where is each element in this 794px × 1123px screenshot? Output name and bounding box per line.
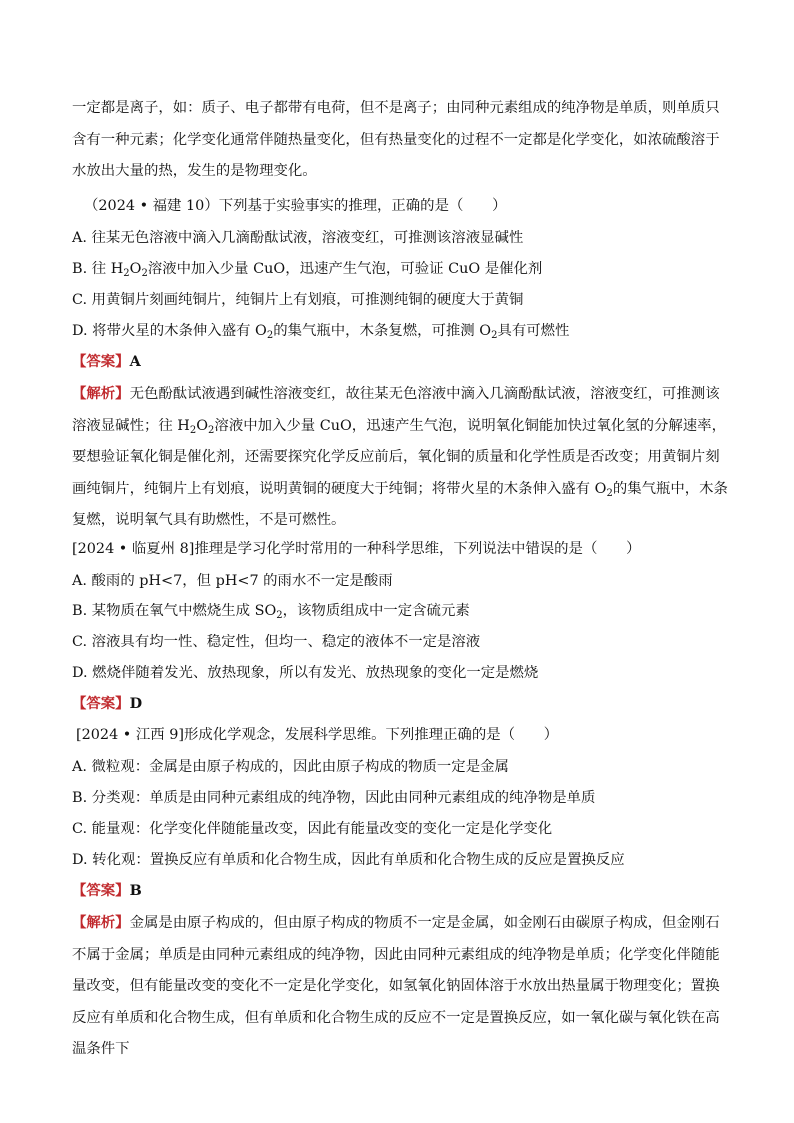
q3-answer: 【答案】B [72,882,142,899]
q2-option-a: A. 酸雨的 pH<7，但 pH<7 的雨水不一定是酸雨 [72,573,393,589]
q1-analysis: 【解析】无色酚酞试液遇到碱性溶液变红，故往某无色溶液中滴入几滴酚酞试液，溶液变红，可推测该溶液显碱性；往 $H_2O_2$溶液中加入少量 CuO，迅速产生气泡，说明氧化铜能加快过氧化氢的分解速率，要想验证氧化铜是催化剂，还需要探究化学反应前后，氧化铜的质量和化学性质是否改变；用黄铜片刻画纯铜片，纯铜片上有划痕，说明黄铜的硬度大于纯铜；将带火星的木条伸入盛有 $O_2$的集气瓶中，木条复燃，说明氧气具有助燃性，不是可燃性。 [72,385,728,528]
q1-option-c: C. 用黄铜片刻画纯铜片，纯铜片上有划痕，可推测纯铜的硬度大于黄铜 [72,292,524,308]
q3-stem: [2024 • 江西 9]形成化学观念，发展科学思维。下列推理正确的是（ ） [76,727,559,743]
q2-option-b: B. 某物质在氧气中燃烧生成 $SO_2$，该物质组成中一定含硫元素 [72,603,470,621]
q1-option-b: B. 往 $H_2O_2$溶液中加入少量 CuO，迅速产生气泡，可验证 CuO 是催化剂 [72,261,543,279]
q3-option-b: B. 分类观：单质是由同种元素组成的纯净物，因此由同种元素组成的纯净物是单质 [72,790,596,806]
q1-option-d: D. 将带火星的木条伸入盛有 $O_2$的集气瓶中，木条复燃，可推测 $O_2$具有可燃性 [72,323,570,341]
q2-answer: 【答案】D [72,695,143,712]
q2-option-c: C. 溶液具有均一性、稳定性，但均一、稳定的液体不一定是溶液 [72,634,481,650]
q2-option-d: D. 燃烧伴随着发光、放热现象，所以有发光、放热现象的变化一定是燃烧 [72,665,539,681]
q1-option-a: A. 往某无色溶液中滴入几滴酚酞试液，溶液变红，可推测该溶液显碱性 [72,230,524,246]
q3-option-d: D. 转化观：置换反应有单质和化合物生成，因此有单质和化合物生成的反应是置换反应 [72,852,625,868]
q3-analysis: 【解析】金属是由原子构成的，但由原子构成的物质不一定是金属，如金刚石由碳原子构成，但金刚石不属于金属；单质是由同种元素组成的纯净物，因此由同种元素组成的纯净物是单质；化学变化伴随能量改变，但有能量改变的变化不一定是化学变化，如氢氧化钠固体溶于水放出热量属于物理变化；置换反应有单质和化合物生成，但有单质和化合物生成的反应不一定是置换反应，如一氧化碳与氧化铁在高温条件下 [72,914,720,1057]
q3-option-a: A. 微粒观：金属是由原子构成的，因此由原子构成的物质一定是金属 [72,759,509,775]
q3-option-c: C. 能量观：化学变化伴随能量改变，因此有能量改变的变化一定是化学变化 [72,821,553,837]
q1-stem: （2024 • 福建 10）下列基于实验事实的推理，正确的是（ ） [84,198,507,214]
q2-stem: [2024 • 临夏州 8]推理是学习化学时常用的一种科学思维，下列说法中错误的是（ ） [72,541,641,557]
intro-paragraph: 一定都是离子，如：质子、电子都带有电荷，但不是离子；由同种元素组成的纯净物是单质，则单质只含有一种元素；化学变化通常伴随热量变化，但有热量变化的过程不一定都是化学变化，如浓硫酸溶于水放出大量的热，发生的是物理变化。 [72,100,720,179]
q1-answer: 【答案】A [72,353,141,370]
